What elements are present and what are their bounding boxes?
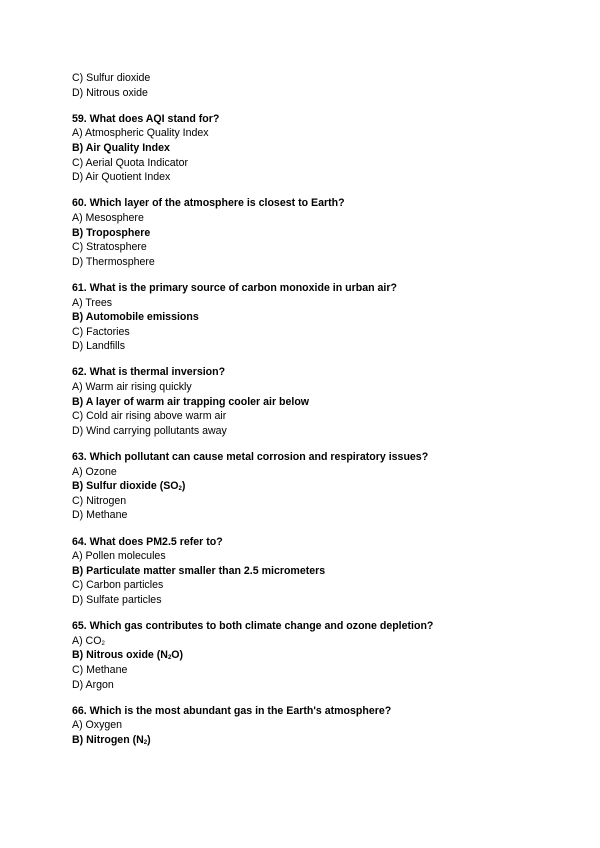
option-b-correct: B) Troposphere: [72, 226, 151, 239]
question-60: [72, 196, 572, 269]
question-64: [72, 535, 572, 608]
option-a: A) Mesosphere: [72, 211, 144, 224]
option-d: D) Sulfate particles: [72, 593, 162, 606]
question-text: 64. What does PM2.5 refer to?: [72, 535, 223, 548]
option-c: C) Cold air rising above warm air: [72, 410, 227, 423]
question-text: 62. What is thermal inversion?: [72, 366, 226, 379]
option-c: C) Methane: [72, 663, 128, 676]
option-text: B) Nitrous oxide (N: [72, 649, 168, 662]
option-c: C) Stratosphere: [72, 241, 147, 254]
option-a: A) Warm air rising quickly: [72, 381, 192, 394]
option-b-correct: B) Automobile emissions: [72, 311, 199, 324]
question-text: 63. Which pollutant can cause metal corrosion and respiratory issues?: [72, 451, 429, 464]
option-d: D) Wind carrying pollutants away: [72, 424, 227, 437]
question-58-continuation: [72, 71, 572, 100]
question-63: [72, 450, 572, 523]
option-d: D) Thermosphere: [72, 255, 155, 268]
option-a: A) Atmospheric Quality Index: [72, 127, 209, 140]
option-d: D) Nitrous oxide: [72, 86, 148, 99]
subscript: 2: [178, 486, 182, 493]
question-59: [72, 112, 572, 185]
option-b-correct: [72, 733, 572, 748]
option-c: C) Carbon particles: [72, 579, 164, 592]
option-b-correct: B) Air Quality Index: [72, 141, 170, 154]
option-d: D) Landfills: [72, 340, 125, 353]
option-a: [72, 634, 572, 649]
option-text-end: ): [181, 480, 186, 493]
option-b-correct: [72, 648, 572, 663]
question-62: [72, 365, 572, 438]
question-text: 61. What is the primary source of carbon monoxide in urban air?: [72, 281, 397, 294]
option-text: B) Nitrogen (N: [72, 733, 144, 746]
option-b-correct: B) Particulate matter smaller than 2.5 micrometers: [72, 564, 326, 577]
subscript: 2: [143, 739, 148, 746]
option-d: D) Argon: [72, 678, 114, 691]
option-a: A) Trees: [72, 296, 113, 309]
option-b-correct: [72, 479, 572, 494]
question-66: [72, 704, 572, 748]
option-d: D) Methane: [72, 509, 128, 522]
question-text: 60. Which layer of the atmosphere is closest to Earth?: [72, 197, 345, 210]
question-text: 65. Which gas contributes to both climate change and ozone depletion?: [72, 620, 434, 633]
option-d: D) Air Quotient Index: [72, 171, 171, 184]
option-c: C) Sulfur dioxide: [72, 72, 151, 84]
quiz-page: [72, 71, 572, 748]
question-text: 59. What does AQI stand for?: [72, 112, 220, 125]
question-text: 66. Which is the most abundant gas in the Earth's atmosphere?: [72, 704, 392, 717]
subscript: 2: [101, 640, 105, 647]
option-c: C) Aerial Quota Indicator: [72, 156, 188, 169]
option-a: A) Oxygen: [72, 719, 123, 732]
option-a: A) Pollen molecules: [72, 550, 166, 563]
option-c: C) Nitrogen: [72, 494, 127, 507]
question-65: [72, 619, 572, 692]
option-text: B) Sulfur dioxide (SO: [72, 480, 179, 493]
question-61: [72, 281, 572, 354]
option-text-end: ): [147, 733, 151, 746]
option-text-end: O): [171, 649, 184, 662]
option-b-correct: B) A layer of warm air trapping cooler air below: [72, 395, 310, 408]
option-a: A) Ozone: [72, 465, 117, 478]
option-c: C) Factories: [72, 325, 130, 338]
subscript: 2: [167, 655, 172, 662]
option-text: A) CO: [72, 634, 102, 647]
